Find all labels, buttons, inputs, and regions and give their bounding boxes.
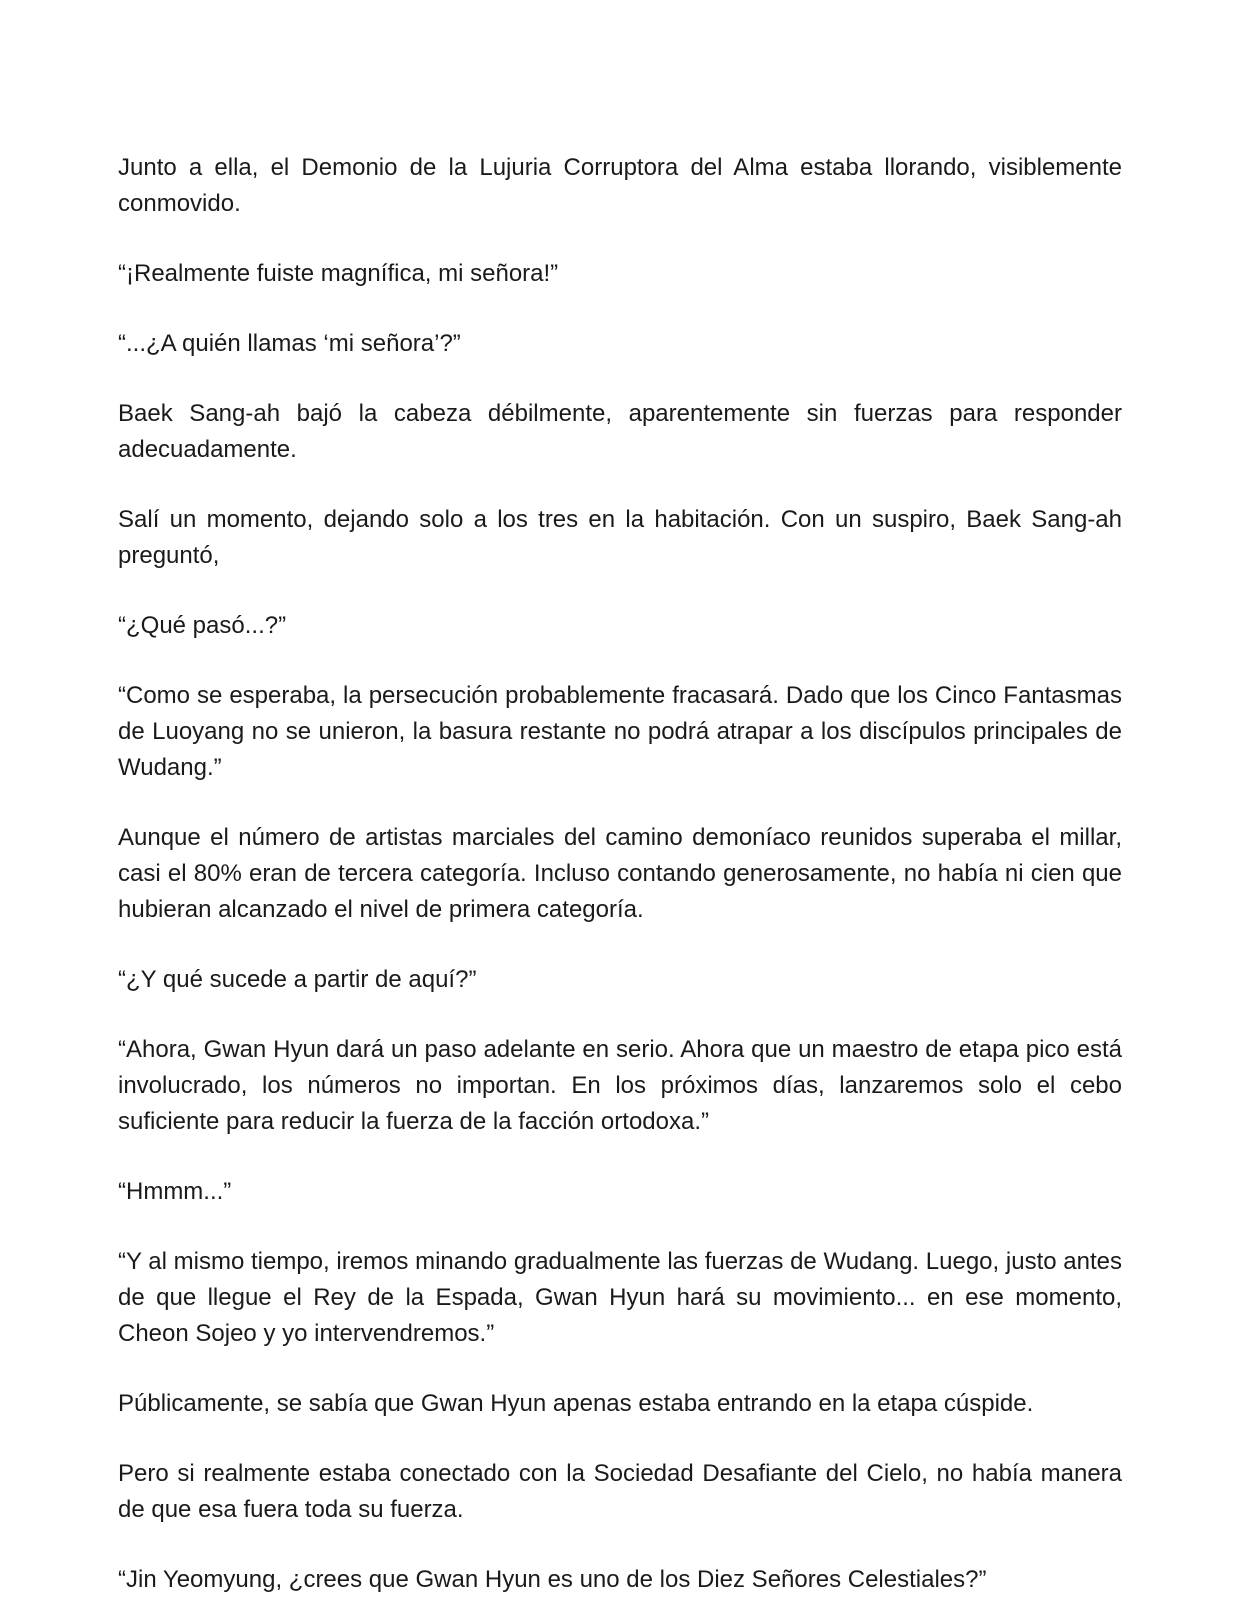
paragraph-2: “¡Realmente fuiste magnífica, mi señora!” xyxy=(118,260,559,287)
paragraph-14: Pero si realmente estaba conectado con la Sociedad Desafiante del Cielo, no había manera de que esa fuera toda su fuerza. xyxy=(118,1460,1122,1523)
paragraph-15: “Jin Yeomyung, ¿crees que Gwan Hyun es uno de los Diez Señores Celestiales?” xyxy=(118,1566,987,1593)
paragraph-13: Públicamente, se sabía que Gwan Hyun apenas estaba entrando en la etapa cúspide. xyxy=(118,1390,1034,1417)
paragraph-11: “Hmmm...” xyxy=(118,1178,232,1205)
paragraph-10: “Ahora, Gwan Hyun dará un paso adelante en serio. Ahora que un maestro de etapa pico está involucrado, los números no importan. En los próximos días, lanzaremos solo el cebo suficiente para reducir la fuerza de la facción ortodoxa.” xyxy=(118,1036,1122,1135)
paragraph-5: Salí un momento, dejando solo a los tres en la habitación. Con un suspiro, Baek Sang-ah preguntó, xyxy=(118,506,1122,569)
paragraph-12: “Y al mismo tiempo, iremos minando gradualmente las fuerzas de Wudang. Luego, justo antes de que llegue el Rey de la Espada, Gwan Hyun hará su movimiento... en ese momento, Cheon Sojeo y yo intervendremos.” xyxy=(118,1248,1122,1347)
paragraph-8: Aunque el número de artistas marciales del camino demoníaco reunidos superaba el millar, casi el 80% eran de tercera categoría. Incluso contando generosamente, no había ni cien que hubieran alcanzado el nivel de primera categoría. xyxy=(118,824,1122,923)
paragraph-9: “¿Y qué sucede a partir de aquí?” xyxy=(118,966,477,993)
paragraph-6: “¿Qué pasó...?” xyxy=(118,612,287,639)
document-page xyxy=(118,150,1122,1598)
paragraph-7: “Como se esperaba, la persecución probablemente fracasará. Dado que los Cinco Fantasmas de Luoyang no se unieron, la basura restante no podrá atrapar a los discípulos principales de Wudang.” xyxy=(118,682,1122,781)
paragraph-3: “...¿A quién llamas ‘mi señora’?” xyxy=(118,330,461,357)
paragraph-4: Baek Sang-ah bajó la cabeza débilmente, aparentemente sin fuerzas para responder adecuadamente. xyxy=(118,400,1122,463)
paragraph-1: Junto a ella, el Demonio de la Lujuria Corruptora del Alma estaba llorando, visiblemente conmovido. xyxy=(118,154,1122,217)
